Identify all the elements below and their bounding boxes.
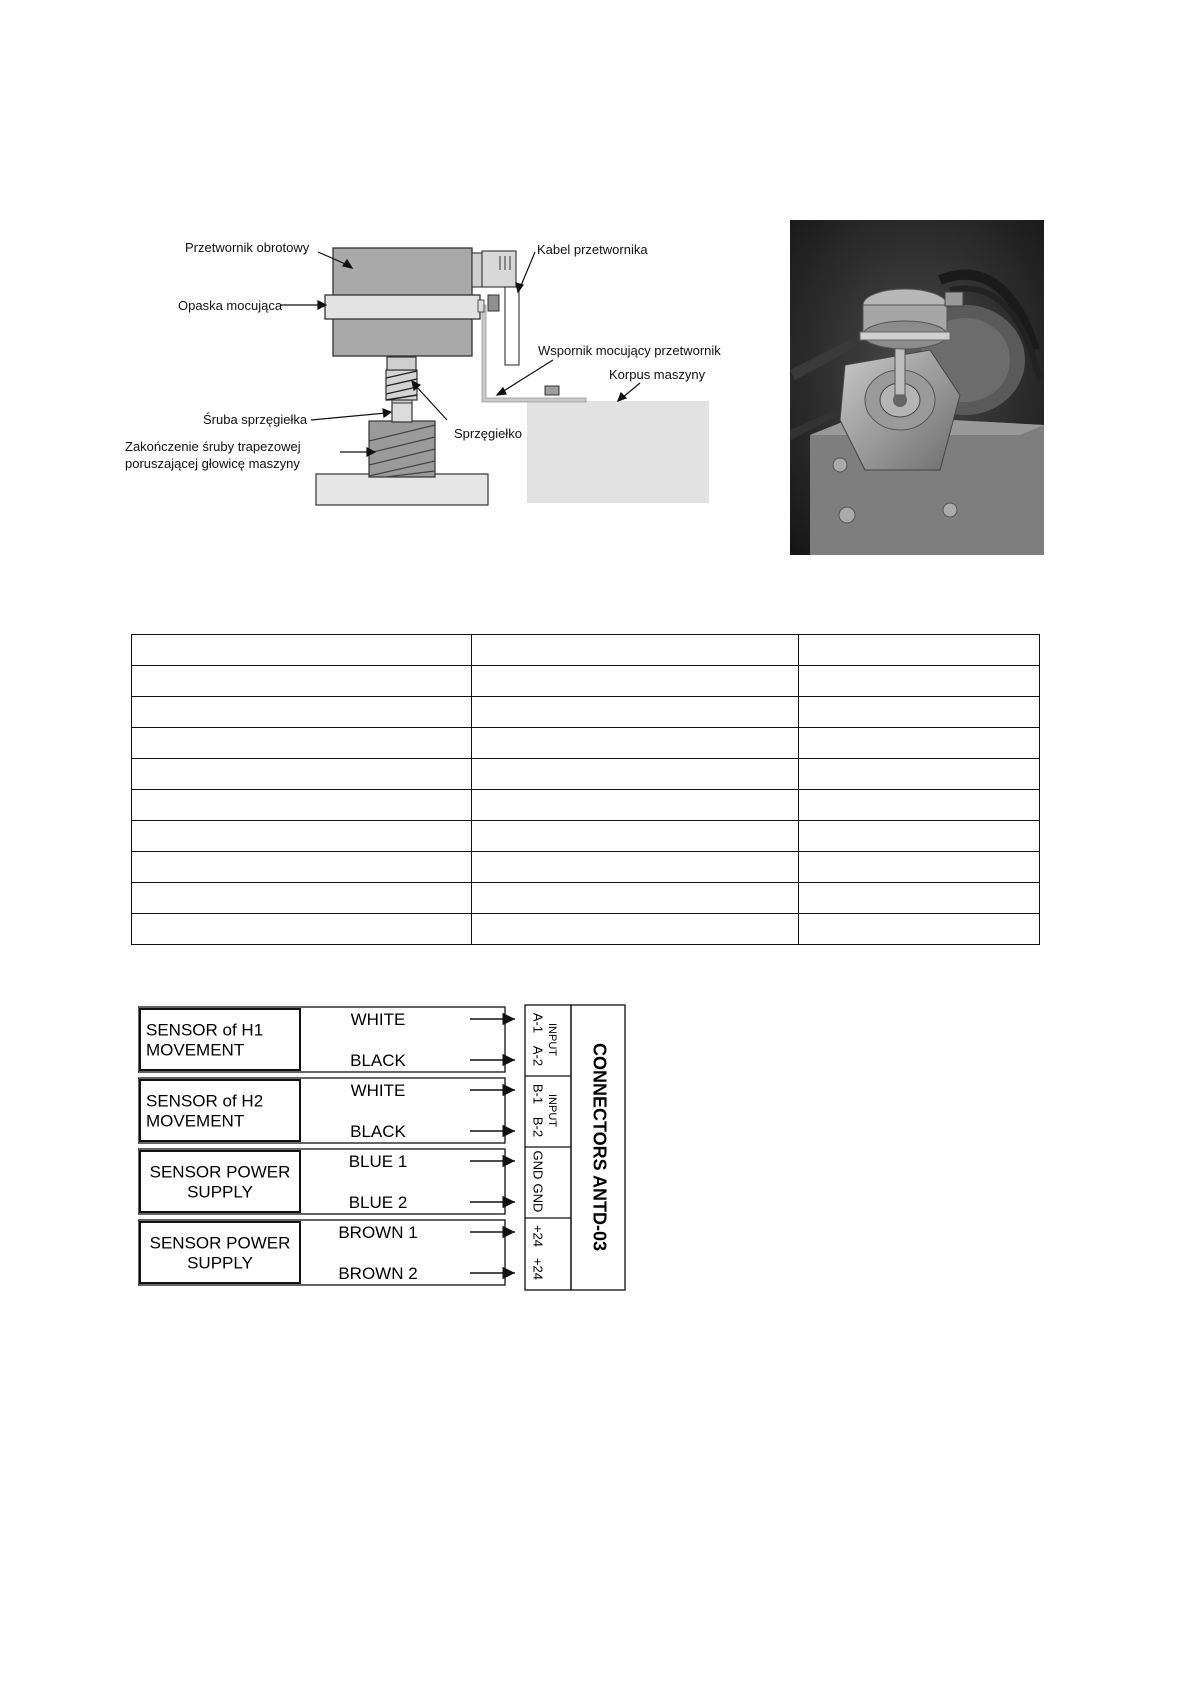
base-plate <box>316 474 488 505</box>
connector-pin-1: B-1 <box>530 1083 546 1105</box>
leader-machine-body <box>622 383 640 398</box>
spec-table-cell <box>799 697 1040 728</box>
spec-table-cell <box>132 759 472 790</box>
spec-table-row <box>132 666 1040 697</box>
sensor-label-line1: SENSOR POWER <box>149 1162 291 1182</box>
sensor-label-line2: MOVEMENT <box>146 1111 245 1131</box>
spec-table-cell <box>799 635 1040 666</box>
sensor-label-line1: SENSOR of H2 <box>146 1091 264 1111</box>
spec-table-row <box>132 697 1040 728</box>
label-mounting-band: Opaska mocująca <box>178 298 283 313</box>
arrowhead-coupling-screw <box>383 409 391 417</box>
wire-color-2: BLACK <box>350 1122 406 1141</box>
spec-table-cell <box>132 790 472 821</box>
spec-table-cell <box>472 790 799 821</box>
spec-table-cell <box>132 666 472 697</box>
spec-table-cell <box>799 852 1040 883</box>
machine-body-block <box>527 401 709 503</box>
arrowhead-bracket <box>497 388 506 395</box>
spec-table-cell <box>132 914 472 945</box>
spec-table-cell <box>799 821 1040 852</box>
sensor-label-box <box>140 1009 300 1070</box>
spec-table-cell <box>799 759 1040 790</box>
cable-plug <box>482 251 516 287</box>
spec-table-row <box>132 883 1040 914</box>
wire-color-2: BROWN 2 <box>338 1264 418 1283</box>
spec-table-row <box>132 790 1040 821</box>
label-transducer-cable: Kabel przetwornika <box>537 242 648 257</box>
coupling-screw <box>392 402 412 422</box>
spec-table-cell <box>472 914 799 945</box>
spec-table-cell <box>132 728 472 759</box>
spec-table-row <box>132 821 1040 852</box>
spec-table-cell <box>472 852 799 883</box>
spec-table-row <box>132 759 1040 790</box>
bracket-mount-screw <box>478 300 484 312</box>
wire-color-2: BLACK <box>350 1051 406 1070</box>
spec-table-row <box>132 635 1040 666</box>
leader-coupling <box>415 385 447 420</box>
connector-caption: INPUT <box>546 1023 559 1056</box>
label-transducer-bracket: Wspornik mocujący przetwornik <box>538 343 721 358</box>
label-coupling: Sprzęgiełko <box>454 426 522 441</box>
transducer-mounting-diagram <box>0 0 760 520</box>
connector-pin-1: +24 <box>530 1224 546 1248</box>
label-trapezoidal-screw-line2: poruszającej głowicę maszyny <box>125 456 300 471</box>
spec-table-row <box>132 728 1040 759</box>
transducer-shaft-hub <box>387 357 416 370</box>
sensor-label-line1: SENSOR POWER <box>149 1233 291 1253</box>
bracket-bolt <box>488 295 499 311</box>
spec-table-cell <box>472 821 799 852</box>
spec-table <box>131 634 1040 945</box>
wire-color-2: BLUE 2 <box>348 1193 408 1212</box>
spec-table-cell <box>799 914 1040 945</box>
label-coupling-screw: Śruba sprzęgiełka <box>203 412 308 427</box>
connector-pin-2: +24 <box>530 1257 546 1281</box>
spec-table-cell <box>472 883 799 914</box>
spec-table-cell <box>132 883 472 914</box>
sensor-label-line2: MOVEMENT <box>146 1040 245 1060</box>
sensor-label-box <box>140 1222 300 1283</box>
transducer-cable <box>505 287 519 365</box>
spec-table-row <box>132 914 1040 945</box>
connectors-title: CONNECTORS ANTD-03 <box>589 1042 610 1252</box>
connector-pin-2: GND <box>530 1183 546 1213</box>
spec-table-body <box>132 635 1040 945</box>
connector-pin-1: GND <box>530 1150 546 1180</box>
connector-pin-2: A-2 <box>530 1045 546 1067</box>
label-rotary-transducer: Przetwornik obrotowy <box>185 240 310 255</box>
sensor-row-frame <box>138 1007 505 1072</box>
spec-table-cell <box>472 759 799 790</box>
sensor-row-frame <box>138 1220 505 1285</box>
spec-table-cell <box>799 728 1040 759</box>
spec-table-cell <box>472 635 799 666</box>
connector-caption: INPUT <box>546 1094 559 1127</box>
spec-table-cell <box>472 697 799 728</box>
transducer-photo <box>790 220 1044 555</box>
sensor-label-line2: SUPPLY <box>187 1253 253 1273</box>
connector-pin-2: B-2 <box>530 1116 546 1138</box>
wire-color-1: BROWN 1 <box>338 1223 418 1242</box>
wire-color-1: BLUE 1 <box>348 1152 408 1171</box>
spec-table-cell <box>799 790 1040 821</box>
sensor-label-line2: SUPPLY <box>187 1182 253 1202</box>
bracket-nut <box>545 386 559 395</box>
transducer-connector <box>472 253 482 287</box>
spec-table-cell <box>132 852 472 883</box>
sensor-row-frame <box>138 1149 505 1214</box>
connector-pin-1: A-1 <box>530 1012 546 1034</box>
sensor-label-box <box>140 1080 300 1141</box>
arrowhead-machine-body <box>618 393 626 401</box>
sensor-label-box <box>140 1151 300 1212</box>
wiring-diagram <box>138 1000 638 1295</box>
spec-table-cell <box>132 635 472 666</box>
wiring-rows <box>138 1007 571 1285</box>
spec-table-cell <box>472 728 799 759</box>
spec-table-cell <box>472 666 799 697</box>
label-machine-body: Korpus maszyny <box>609 367 706 382</box>
spec-table-cell <box>132 697 472 728</box>
wire-color-1: WHITE <box>350 1010 406 1029</box>
wire-color-1: WHITE <box>350 1081 406 1100</box>
spec-table-cell <box>799 883 1040 914</box>
sensor-row-frame <box>138 1078 505 1143</box>
spec-table-row <box>132 852 1040 883</box>
label-trapezoidal-screw-line1: Zakończenie śruby trapezowej <box>125 439 301 454</box>
mounting-band <box>325 295 480 319</box>
spec-table-cell <box>132 821 472 852</box>
leader-coupling-screw <box>311 413 386 420</box>
leader-transducer-cable <box>520 252 535 288</box>
spec-table-cell <box>799 666 1040 697</box>
sensor-label-line1: SENSOR of H1 <box>146 1020 264 1040</box>
